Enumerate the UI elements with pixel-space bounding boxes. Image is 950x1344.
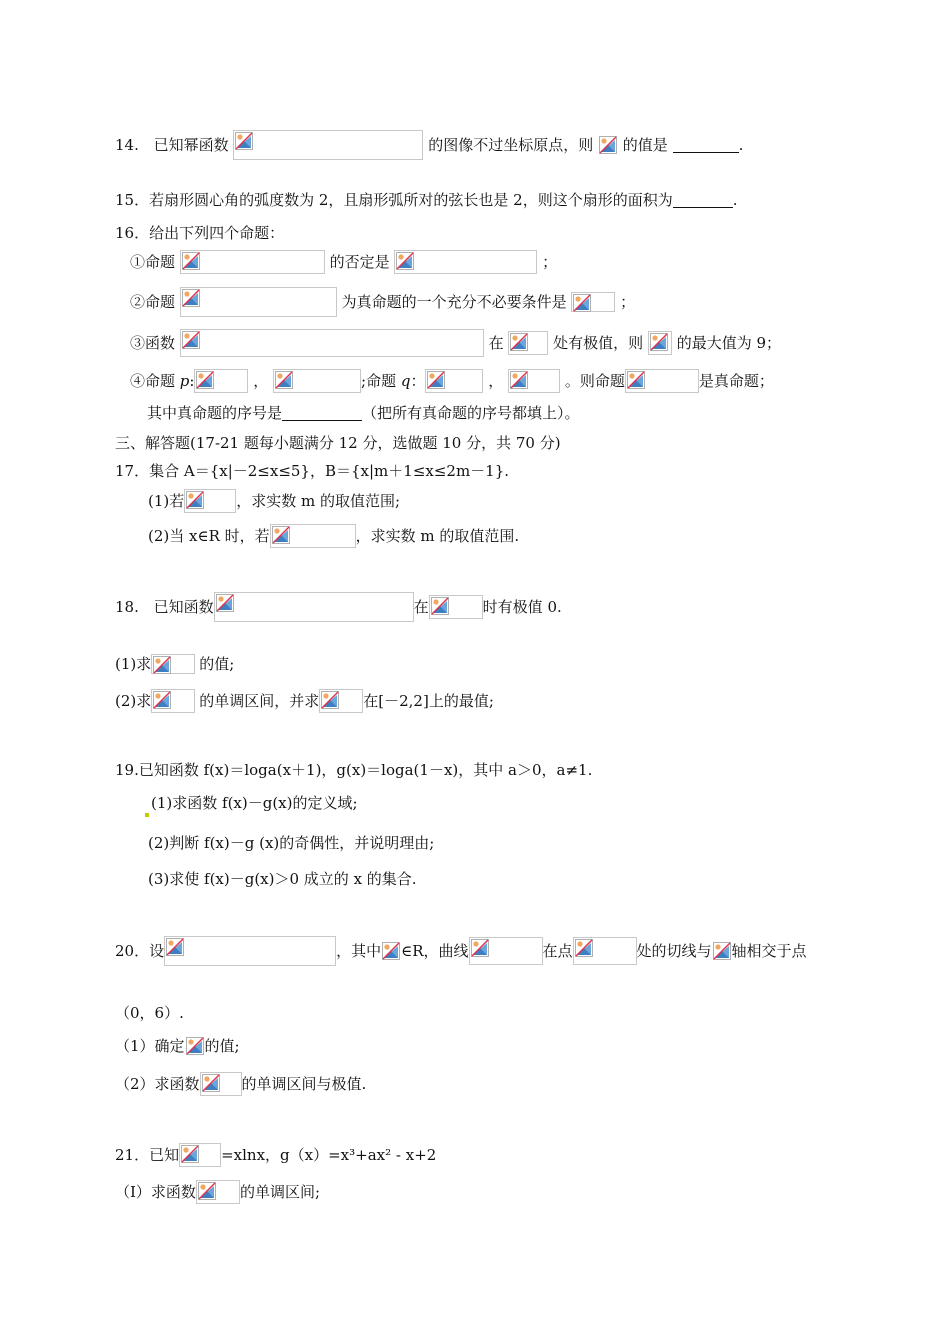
q20-text2: ∈R，曲线	[401, 942, 469, 960]
function-image	[196, 1180, 240, 1204]
q18-num: 18.	[115, 598, 139, 616]
part-text: 的单调区间;	[239, 1183, 320, 1201]
part-text: 的值;	[199, 655, 235, 673]
q20-cont	[115, 998, 184, 1026]
q18-text2: 在	[413, 598, 429, 616]
q18-part2	[115, 686, 494, 714]
item3-text1: 在	[488, 334, 504, 352]
broken-image-icon	[186, 1037, 204, 1055]
tail-text2: （把所有真命题的序号都填上）。	[362, 404, 580, 422]
broken-image-icon	[627, 371, 645, 389]
part-text: 的值;	[204, 1037, 240, 1055]
q19-part1	[145, 788, 358, 816]
broken-image-icon	[321, 691, 339, 709]
part-text: 的单调区间与极值.	[241, 1075, 367, 1093]
part-text: (3)求使 f(x)－g(x)＞0 成立的 x 的集合.	[148, 870, 417, 888]
broken-image-icon	[713, 942, 731, 960]
q16-item4	[130, 366, 774, 394]
part-label: (1)求	[115, 655, 152, 673]
q16-head	[115, 218, 284, 246]
part-label: （Ⅰ）求函数	[115, 1183, 196, 1201]
broken-image-icon	[573, 294, 591, 312]
q18-line	[115, 592, 562, 620]
q20-line	[115, 936, 807, 964]
proposition-image	[180, 287, 337, 317]
broken-image-icon	[427, 371, 445, 389]
q16-item1	[130, 247, 557, 275]
section-title: 三、解答题(17-21 题每小题满分 12 分，选做题 10 分，共 70 分)	[115, 434, 561, 452]
q18-text1: 已知函数	[153, 598, 214, 616]
q14-line	[115, 130, 743, 158]
item3-text2: 处有极值，则	[553, 334, 644, 352]
variable-image	[598, 135, 618, 155]
q14-text2: 的图像不过坐标原点，则	[428, 136, 594, 154]
point-image	[429, 595, 483, 619]
broken-image-icon	[216, 594, 234, 612]
q18-part1	[115, 649, 234, 677]
q19-heading: 19.已知函数 f(x)＝loga(x＋1)，g(x)＝loga(1－x)，其中 a＞0，a≠1.	[115, 761, 593, 779]
item1-text: 的否定是	[329, 253, 390, 271]
broken-image-icon	[272, 526, 290, 544]
part-text2: 在[－2,2]上的最值;	[363, 692, 494, 710]
broken-image-icon	[182, 331, 200, 349]
p-image-2	[273, 369, 361, 393]
broken-image-icon	[153, 691, 171, 709]
axis-image	[712, 941, 732, 961]
colon: ：	[410, 372, 426, 390]
function-image	[200, 1072, 242, 1096]
broken-image-icon	[198, 1182, 216, 1200]
broken-image-icon	[186, 491, 204, 509]
marker-dot	[145, 813, 149, 817]
section-3-heading	[115, 428, 561, 456]
q14-num: 14.	[115, 136, 139, 154]
curve-image	[469, 937, 543, 965]
comma: ，	[488, 372, 504, 390]
broken-image-icon	[166, 938, 184, 956]
function-image	[179, 1143, 221, 1167]
q16-heading: 16．给出下列四个命题：	[115, 224, 285, 242]
q20-part2	[115, 1069, 366, 1097]
expression-image	[648, 331, 672, 355]
q21-part1	[115, 1177, 320, 1205]
q17-part2	[148, 521, 519, 549]
item4-label: ④命题	[130, 372, 180, 390]
q15-text: 15．若扇形圆心角的弧度数为 2，且扇形弧所对的弦长也是 2，则这个扇形的面积为	[115, 191, 673, 209]
item4-text1: ;命题	[361, 372, 401, 390]
compound-proposition-image	[625, 369, 699, 393]
colon: :	[189, 372, 195, 390]
function-image	[214, 592, 414, 622]
part-text: (2)判断 f(x)－g (x)的奇偶性，并说明理由;	[148, 834, 435, 852]
point-image	[573, 937, 637, 965]
q20-text1: ，其中	[336, 942, 382, 960]
q21-text1: =xlnx，g（x）=x³+ax² - x+2	[221, 1146, 437, 1164]
part-label: （2）求函数	[115, 1075, 200, 1093]
item4-text2: 。则命题	[564, 372, 625, 390]
broken-image-icon	[182, 252, 200, 270]
q19-part3	[148, 864, 417, 892]
proposition-p: p	[179, 372, 190, 390]
part-label: (2)求	[115, 692, 152, 710]
q16-tail	[147, 398, 580, 426]
condition-image	[184, 489, 236, 513]
q21-num: 21．已知	[115, 1146, 180, 1164]
broken-image-icon	[396, 252, 414, 270]
broken-image-icon	[235, 132, 253, 150]
parameter-image	[381, 941, 401, 961]
item3-label: ③函数	[130, 334, 176, 352]
parameters-image	[151, 654, 195, 674]
item2-end: ；	[620, 293, 636, 311]
condition-image	[571, 292, 615, 312]
broken-image-icon	[650, 333, 668, 351]
broken-image-icon	[471, 939, 489, 957]
part-text: (1)求函数 f(x)－g(x)的定义域;	[151, 794, 358, 812]
q16-item2	[130, 287, 635, 315]
q14-end: .	[738, 136, 744, 154]
q17-heading: 17．集合 A＝{x|－2≤x≤5}，B＝{x|m＋1≤x≤2m－1}.	[115, 462, 510, 480]
q-image-2	[508, 369, 560, 393]
part-text1: 的单调区间，并求	[199, 692, 320, 710]
function-image	[180, 329, 484, 357]
comma: ，	[253, 372, 269, 390]
q19-head	[115, 755, 592, 783]
broken-image-icon	[275, 371, 293, 389]
part-text: ，求实数 m 的取值范围.	[355, 527, 520, 545]
q19-part2	[148, 828, 434, 856]
broken-image-icon	[431, 597, 449, 615]
item4-text3: 是真命题；	[698, 372, 774, 390]
q20-num: 20．设	[115, 942, 165, 960]
q14-text1: 已知幂函数	[153, 136, 229, 154]
broken-image-icon	[599, 136, 617, 154]
q15-end: .	[732, 191, 738, 209]
part-label: (2)当 x∈R 时，若	[148, 527, 270, 545]
broken-image-icon	[196, 371, 214, 389]
function-image	[151, 689, 195, 713]
broken-image-icon	[510, 371, 528, 389]
function-image	[319, 689, 363, 713]
condition-image	[270, 524, 356, 548]
part-text: ，求实数 m 的取值范围;	[236, 492, 401, 510]
function-image	[164, 936, 336, 966]
part-label: （1）确定	[115, 1037, 185, 1055]
q20-continuation: （0，6）.	[115, 1004, 184, 1022]
q21-line	[115, 1140, 436, 1168]
q20-text5: 轴相交于点	[731, 942, 807, 960]
broken-image-icon	[153, 656, 171, 674]
item1-end: ；	[542, 253, 558, 271]
item3-text3: 的最大值为 9；	[676, 334, 782, 352]
broken-image-icon	[182, 289, 200, 307]
q20-text4: 处的切线与	[636, 942, 712, 960]
answer-blank	[673, 138, 739, 153]
item2-text: 为真命题的一个充分不必要条件是	[341, 293, 567, 311]
part-label: (1)若	[148, 492, 185, 510]
q14-text3: 的值是	[622, 136, 673, 154]
q20-text3: 在点	[542, 942, 573, 960]
answer-blank	[282, 406, 362, 421]
q-image-1	[425, 369, 483, 393]
q17-part1	[148, 486, 400, 514]
item2-label: ②命题	[130, 293, 176, 311]
point-image	[508, 331, 548, 355]
tail-text1: 其中真命题的序号是	[147, 404, 283, 422]
broken-image-icon	[382, 942, 400, 960]
q17-head	[115, 456, 509, 484]
p-image-1	[194, 369, 248, 393]
broken-image-icon	[202, 1074, 220, 1092]
item1-label: ①命题	[130, 253, 176, 271]
parameter-image	[185, 1036, 205, 1056]
proposition-q: q	[400, 372, 411, 390]
proposition-image	[180, 250, 325, 274]
broken-image-icon	[575, 939, 593, 957]
broken-image-icon	[181, 1145, 199, 1163]
q16-item3	[130, 328, 781, 356]
q18-text3: 时有极值 0.	[482, 598, 562, 616]
broken-image-icon	[510, 333, 528, 351]
answer-blank	[673, 193, 733, 208]
q20-part1	[115, 1031, 240, 1059]
power-function-image	[233, 130, 423, 160]
q15-line	[115, 185, 738, 213]
negation-image	[394, 250, 537, 274]
